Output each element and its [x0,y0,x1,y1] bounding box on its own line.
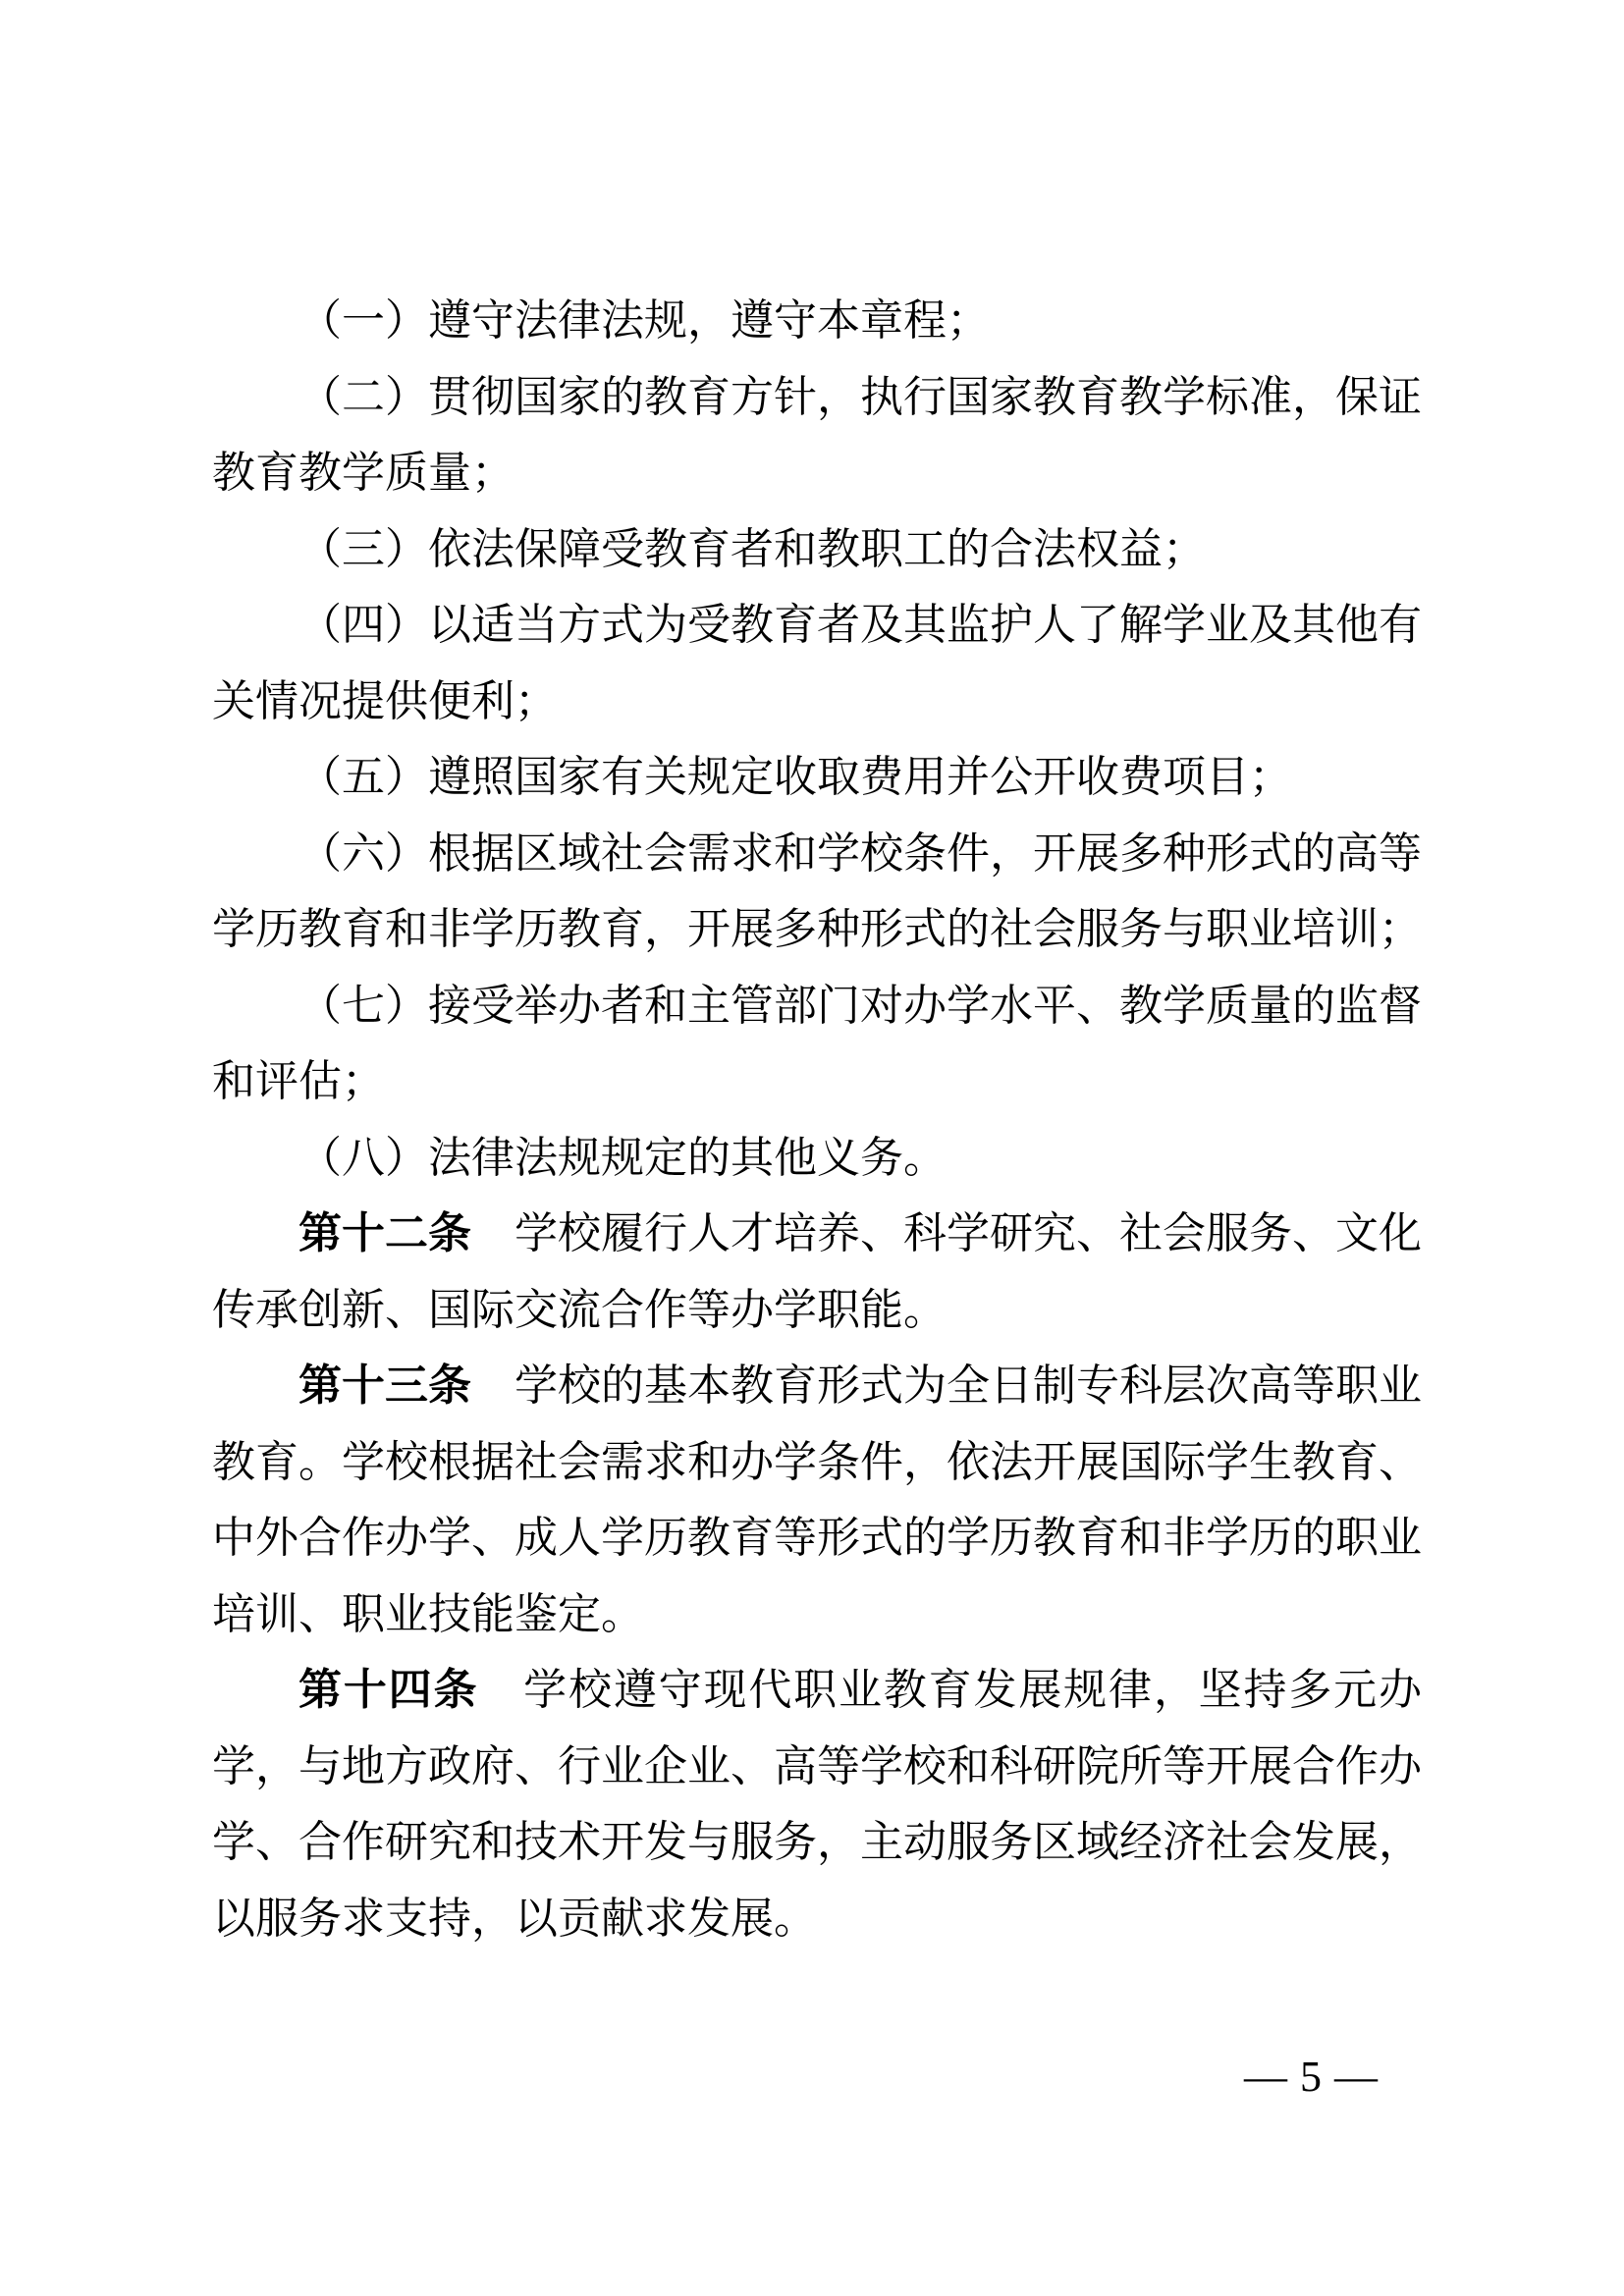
article-14 [212,1652,1422,1956]
clause-text: （一）遵守法律法规，遵守本章程； [298,296,990,345]
clause-text: （二）贯彻国家的教育方针，执行国家教育教学标准，保证教育教学质量； [212,372,1422,497]
article-number: 第十四条 [298,1666,479,1714]
clause-item-4 [212,587,1422,739]
article-text: 学校的基本教育形式为全日制专科层次高等职业教育。学校根据社会需求和办学条件，依法开展国际学生教育、中外合作办学、成人学历教育等形式的学历教育和非学历的职业培训、职业技能鉴定。 [212,1362,1422,1638]
clause-item-6 [212,816,1422,968]
clause-item-5 [212,739,1422,816]
article-number: 第十二条 [298,1209,471,1257]
clause-text: （七）接受举办者和主管部门对办学水平、教学质量的监督和评估； [212,981,1422,1105]
article-text: 学校履行人才培养、科学研究、社会服务、文化传承创新、国际交流合作等办学职能。 [212,1209,1422,1334]
article-number: 第十三条 [298,1362,471,1410]
clause-text: （三）依法保障受教育者和教职工的合法权益； [298,524,1206,573]
clause-text: （五）遵照国家有关规定收取费用并公开收费项目； [298,753,1292,801]
clause-text: （四）以适当方式为受教育者及其监护人了解学业及其他有关情况提供便利； [212,601,1422,725]
clause-item-8 [212,1120,1422,1197]
clause-item-7 [212,968,1422,1120]
clause-item-2 [212,359,1422,511]
article-12 [212,1196,1422,1348]
article-text: 学校遵守现代职业教育发展规律，坚持多元办学，与地方政府、行业企业、高等学校和科研院所等开展合作办学、合作研究和技术开发与服务，主动服务区域经济社会发展，以服务求支持，以贡献求发展。 [212,1666,1423,1943]
clause-text: （六）根据区域社会需求和学校条件，开展多种形式的高等学历教育和非学历教育，开展多种形式的社会服务与职业培训； [212,828,1422,953]
page-number: — 5 — [1244,2053,1379,2101]
document-text-block [212,283,1422,1956]
article-13 [212,1348,1422,1652]
clause-item-3 [212,511,1422,588]
clause-text: （八）法律法规规定的其他义务。 [298,1133,947,1182]
clause-item-1 [212,283,1422,359]
